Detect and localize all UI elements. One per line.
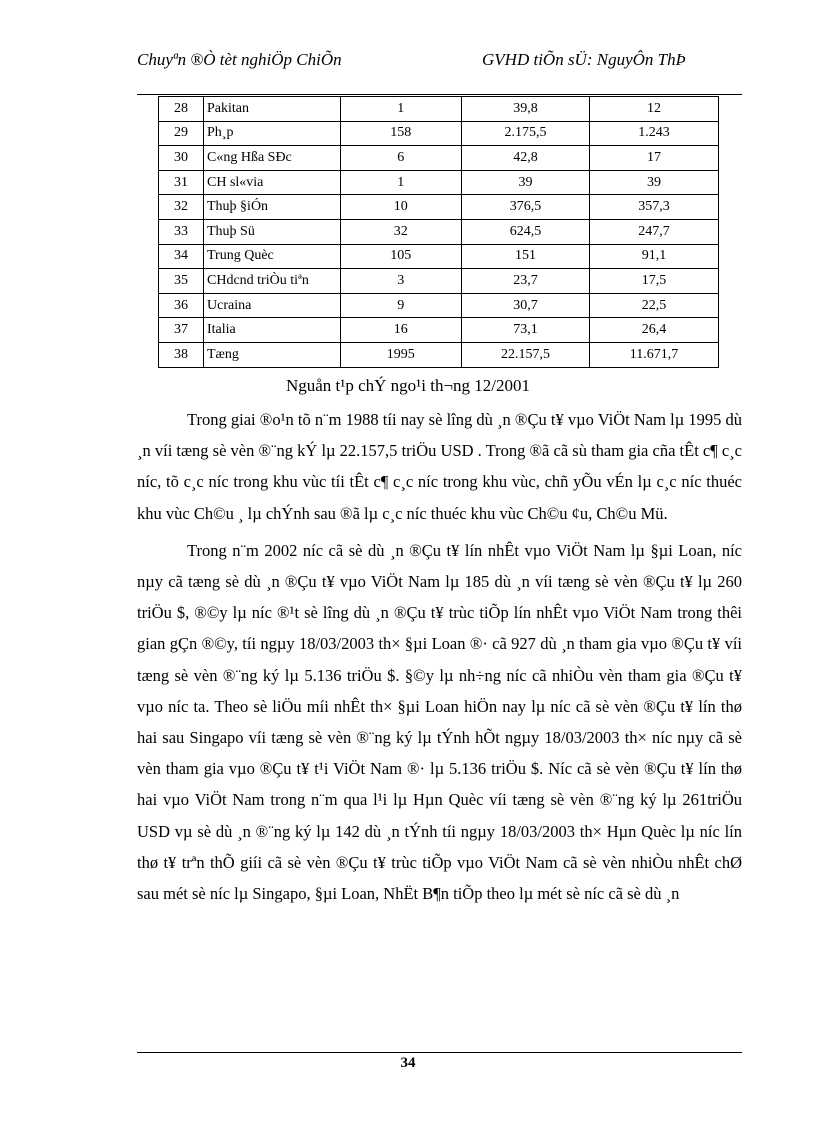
table-cell: 357,3 (590, 195, 719, 220)
table-cell: 1 (340, 170, 461, 195)
table-cell: 105 (340, 244, 461, 269)
table-cell: CH sl«via (204, 170, 341, 195)
table-cell: 16 (340, 318, 461, 343)
table-row (159, 121, 719, 146)
table-row-total (159, 342, 719, 367)
table-row (159, 244, 719, 269)
table-cell: 30 (159, 146, 204, 171)
table-cell: 376,5 (461, 195, 589, 220)
table-cell: 3 (340, 269, 461, 294)
footer-divider (137, 1052, 742, 1053)
header-left-title: Chuyªn ®Ò tèt nghiÖp ChiÕn (137, 50, 342, 69)
table-cell: 32 (159, 195, 204, 220)
table-cell: 151 (461, 244, 589, 269)
table-cell: Ph¸p (204, 121, 341, 146)
table-cell: 624,5 (461, 219, 589, 244)
table-cell: 30,7 (461, 293, 589, 318)
table-cell: 158 (340, 121, 461, 146)
table-row (159, 97, 719, 122)
table-cell: 38 (159, 342, 204, 367)
table-cell: 1995 (340, 342, 461, 367)
table-row (159, 318, 719, 343)
table-cell: 247,7 (590, 219, 719, 244)
table-row (159, 170, 719, 195)
table-cell: Pakitan (204, 97, 341, 122)
paragraph: Trong n¨m 2002 níc cã sè dù ¸n ®Çu t¥ lín nhÊt vµo ViÖt Nam lµ §µi Loan, níc nµy cã tæng sè dù ¸n ®Çu t¥ vµo ViÖt Nam lµ 185 dù ¸n víi tæng sè vèn ®Çu t¥ lµ 260 triÖu $, ®©y lµ níc ®¹t sè lîng dù ¸n ®Çu t¥ trùc tiÕp lín nhÊt vµo ViÖt Nam trong thêi gian gÇn ®©y, tíi ngµy 18/03/2003 th× §µi Loan ®· cã 927 dù ¸n tham gia vµo ®Çu t¥ víi tæng sè vèn ®¨ng ký lµ 5.136 triÖu $. §©y lµ nh÷ng níc cã nhiÒu vèn tham gia ®Çu t¥ vµo níc ta. Theo sè liÖu míi nhÊt th× §µi Loan hiÖn nay lµ níc cã sè vèn ®Çu t¥ lín thø hai sau Singapo víi tæng sè vèn ®¨ng ký lµ tÝnh hÕt ngµy 18/03/2003 th× níc nµy cã sè vèn tham gia vµo ®Çu t¥ t¹i ViÖt Nam ®· lµ 5.136 triÖu $. Níc cã sè vèn ®Çu t¥ lín thø hai vµo ViÖt Nam trong n¨m qua l¹i lµ Hµn Quèc víi tæng sè vèn ®¨ng ký lµ 261triÖu USD vµ sè dù ¸n ®¨ng ký lµ 142 dù ¸n tÝnh tíi ngµy 18/03/2003 th× Hµn Quèc lµ níc lín thø t¥ trªn thÕ giíi cã sè vèn ®Çu t¥ trùc tiÕp vµo ViÖt Nam cã sè vèn nhiÒu nhÊt chØ sau mét sè níc lµ Singapo, §µi Loan, NhËt B¶n tiÕp theo lµ mét sè níc cã sè dù ¸n (137, 540, 742, 904)
table-cell: 34 (159, 244, 204, 269)
table-cell: 22.157,5 (461, 342, 589, 367)
table-row (159, 146, 719, 171)
table-cell: 32 (340, 219, 461, 244)
page-header (137, 50, 742, 95)
table-cell: 28 (159, 97, 204, 122)
table-cell: 10 (340, 195, 461, 220)
table-row (159, 195, 719, 220)
table-cell: 6 (340, 146, 461, 171)
investment-table (158, 96, 719, 368)
page-number: 34 (400, 1055, 416, 1071)
table-cell: Tæng (204, 342, 341, 367)
header-right-title: GVHD tiÕn sÜ: NguyÔn ThÞ (482, 50, 686, 69)
table-row (159, 269, 719, 294)
table-cell: 37 (159, 318, 204, 343)
table-cell: 1.243 (590, 121, 719, 146)
table-cell: 31 (159, 170, 204, 195)
table-cell: 36 (159, 293, 204, 318)
table-cell: Italia (204, 318, 341, 343)
paragraph: Trong giai ®o¹n tõ n¨m 1988 tíi nay sè lîng dù ¸n ®Çu t¥ vµo ViÖt Nam lµ 1995 dù ¸n víi tæng sè vèn ®¨ng kÝ lµ 22.157,5 triÖu USD . Trong ®ã cã sù tham gia cña tÊt c¶ c¸c níc, tõ c¸c níc trong khu vùc tíi tÊt c¶ c¸c níc trong khu vùc, chñ yÕu vÉn lµ c¸c níc thuéc khu vùc Ch©u ¸ lµ chÝnh sau ®ã lµ c¸c níc thuéc khu vùc Ch©u ¢u, Ch©u Mü. (137, 410, 742, 523)
table-row (159, 293, 719, 318)
table-cell: 17 (590, 146, 719, 171)
table-cell: 29 (159, 121, 204, 146)
table-source-caption: Nguån t¹p chÝ ngo¹i th¬ng 12/2001 (285, 376, 531, 395)
table-cell: 2.175,5 (461, 121, 589, 146)
table-cell: 35 (159, 269, 204, 294)
table-cell: Thuþ §iÓn (204, 195, 341, 220)
table-row (159, 219, 719, 244)
table-cell: 91,1 (590, 244, 719, 269)
table-cell: 1 (340, 97, 461, 122)
table-cell: CHdcnd triÒu tiªn (204, 269, 341, 294)
table-cell: 12 (590, 97, 719, 122)
table-cell: 33 (159, 219, 204, 244)
table-cell: 22,5 (590, 293, 719, 318)
table-cell: C«ng Hßa SÐc (204, 146, 341, 171)
table-cell: Ucraina (204, 293, 341, 318)
table-cell: 39,8 (461, 97, 589, 122)
table-cell: 73,1 (461, 318, 589, 343)
table-cell: 9 (340, 293, 461, 318)
table-cell: 42,8 (461, 146, 589, 171)
table-cell: 11.671,7 (590, 342, 719, 367)
table-cell: 39 (590, 170, 719, 195)
table-cell: Thuþ Sü (204, 219, 341, 244)
table-cell: 26,4 (590, 318, 719, 343)
table-cell: 23,7 (461, 269, 589, 294)
table-cell: 17,5 (590, 269, 719, 294)
body-text (137, 404, 742, 909)
table-cell: Trung Quèc (204, 244, 341, 269)
table-cell: 39 (461, 170, 589, 195)
